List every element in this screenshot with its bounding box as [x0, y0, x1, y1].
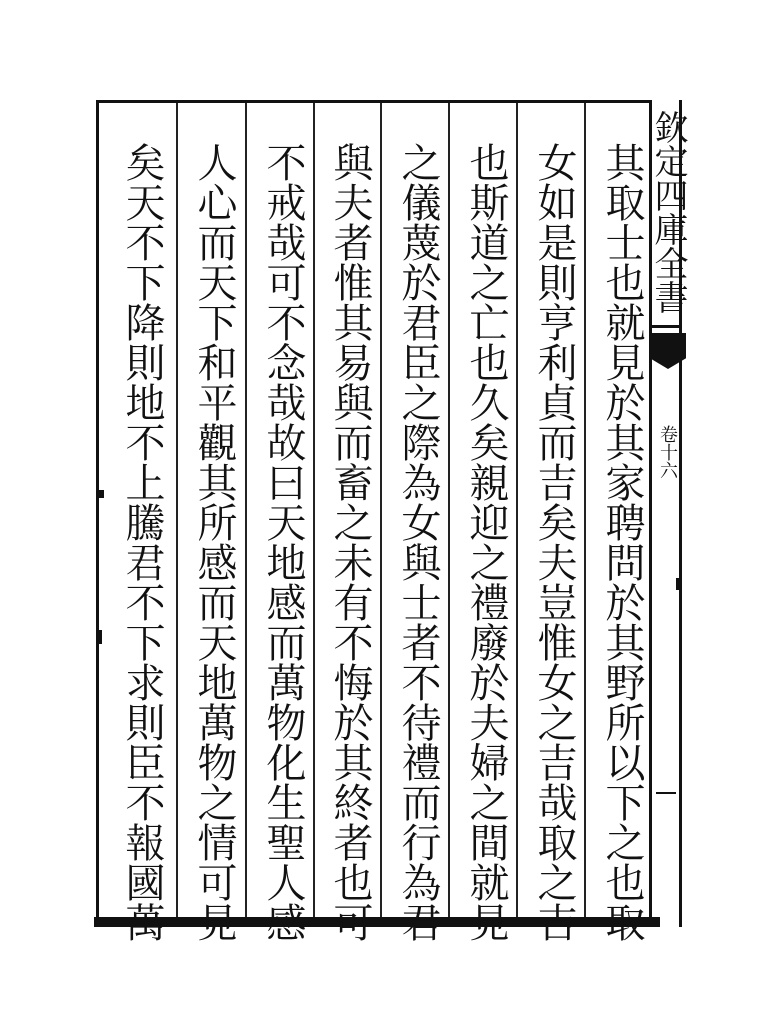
column-rule	[245, 103, 247, 917]
text-column-8: 矣天不下降則地不上騰君不下求則臣不報國萬	[119, 142, 165, 942]
text-column-2: 女如是則亨利貞而吉矣夫豈惟女之吉哉取之吉	[531, 142, 577, 942]
text-column-1: 其取士也就見於其家聘問於其野所以下之也取	[599, 142, 645, 942]
column-rule	[176, 103, 178, 917]
book-title: 欽定四庫全書	[648, 110, 688, 314]
column-rule	[313, 103, 315, 917]
column-rule	[584, 103, 586, 917]
text-column-5: 與夫者惟其易與而畜之未有不悔於其終者也可	[327, 142, 373, 942]
margin-tick	[656, 792, 676, 794]
margin-tick	[98, 490, 104, 498]
volume-label: 卷十六	[657, 425, 678, 479]
column-rule	[516, 103, 518, 917]
column-rule	[380, 103, 382, 917]
column-rule	[448, 103, 450, 917]
margin-tick	[652, 325, 682, 328]
text-column-6: 不戒哉可不念哉故曰天地感而萬物化生聖人感	[260, 142, 306, 942]
text-column-4: 之儀蔑於君臣之際為女與士者不待禮而行為君	[395, 142, 441, 942]
text-column-7: 人心而天下和平觀其所感而天地萬物之情可見	[191, 142, 237, 942]
margin-tick	[676, 578, 680, 590]
text-column-3: 也斯道之亡也久矣親迎之禮廢於夫婦之間就見	[463, 142, 509, 942]
margin-tick	[98, 630, 102, 644]
